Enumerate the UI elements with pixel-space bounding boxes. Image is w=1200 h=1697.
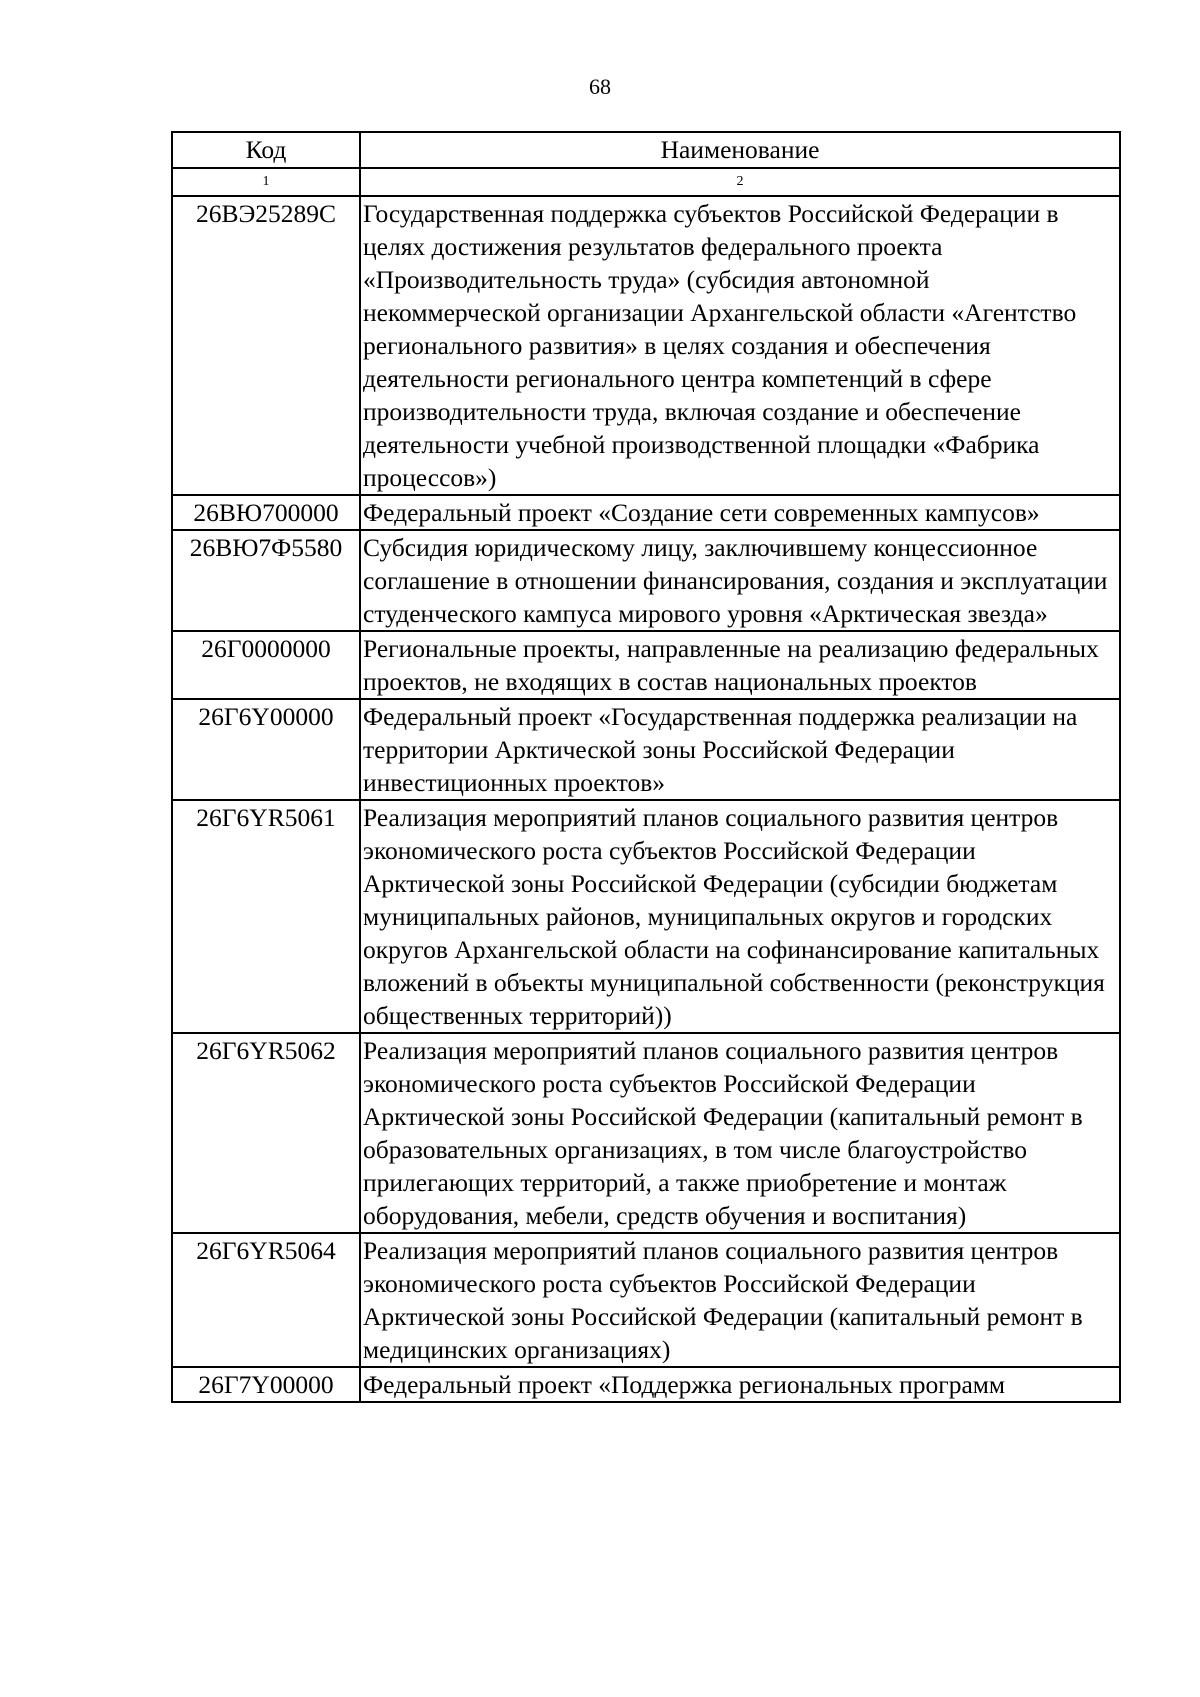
row-name: Реализация мероприятий планов социального развития центров экономического роста субъектов Российской Федерации Арктической зоны Российской Федерации (субсидии бюджетам муниципальных районов, муниципальных округов и городских округов Архангельской области на софинансирование капитальных вложений в объекты муниципальной собственности (реконструкция общественных территорий)) [360,800,1120,1033]
row-name: Федеральный проект «Государственная поддержка реализации на территории Арктической зоны Российской Федерации инвестиционных проектов» [360,699,1120,800]
row-name: Реализация мероприятий планов социального развития центров экономического роста субъектов Российской Федерации Арктической зоны Российской Федерации (капитальный ремонт в образовательных организациях, в том числе благоустройство прилегающих территорий, а также приобретение и монтаж оборудования, мебели, средств обучения и воспитания) [360,1033,1120,1233]
column-number-row [172,168,1120,196]
row-code: 26Г0000000 [172,631,360,699]
row-name: Федеральный проект «Создание сети современных кампусов» [360,495,1120,530]
row-name: Государственная поддержка субъектов Российской Федерации в целях достижения результатов федерального проекта «Производительность труда» (субсидия автономной некоммерческой организации Архангельской области «Агентство регионального развития» в целях создания и обеспечения деятельности регионального центра компетенций в сфере производительности труда, включая создание и обеспечение деятельности учебной производственной площадки «Фабрика процессов») [360,196,1120,495]
budget-classification-table [171,131,1121,1403]
table-header-row [172,132,1120,168]
name-column-number: 2 [360,168,1120,196]
row-code: 26Г6YR5064 [172,1233,360,1367]
code-column-number: 1 [172,168,360,196]
table-row [172,530,1120,631]
table-row [172,1233,1120,1367]
row-code: 26ВЮ700000 [172,495,360,530]
row-code: 26ВЮ7Ф5580 [172,530,360,631]
row-code: 26Г6YR5061 [172,800,360,1033]
row-name: Субсидия юридическому лицу, заключившему концессионное соглашение в отношении финансирования, создания и эксплуатации студенческого кампуса мирового уровня «Арктическая звезда» [360,530,1120,631]
row-code: 26Г7Y00000 [172,1367,360,1402]
row-name: Федеральный проект «Поддержка региональных программ [360,1367,1120,1402]
code-column-header: Код [172,132,360,168]
table-row [172,699,1120,800]
table-row [172,631,1120,699]
row-code: 26ВЭ25289С [172,196,360,495]
row-name: Реализация мероприятий планов социального развития центров экономического роста субъектов Российской Федерации Арктической зоны Российской Федерации (капитальный ремонт в медицинских организациях) [360,1233,1120,1367]
row-code: 26Г6Y00000 [172,699,360,800]
table-row [172,1367,1120,1402]
name-column-header: Наименование [360,132,1120,168]
row-name: Региональные проекты, направленные на реализацию федеральных проектов, не входящих в состав национальных проектов [360,631,1120,699]
page-number: 68 [589,74,611,99]
table-row [172,196,1120,495]
row-code: 26Г6YR5062 [172,1033,360,1233]
table-row [172,1033,1120,1233]
table-row [172,495,1120,530]
table-row [172,800,1120,1033]
